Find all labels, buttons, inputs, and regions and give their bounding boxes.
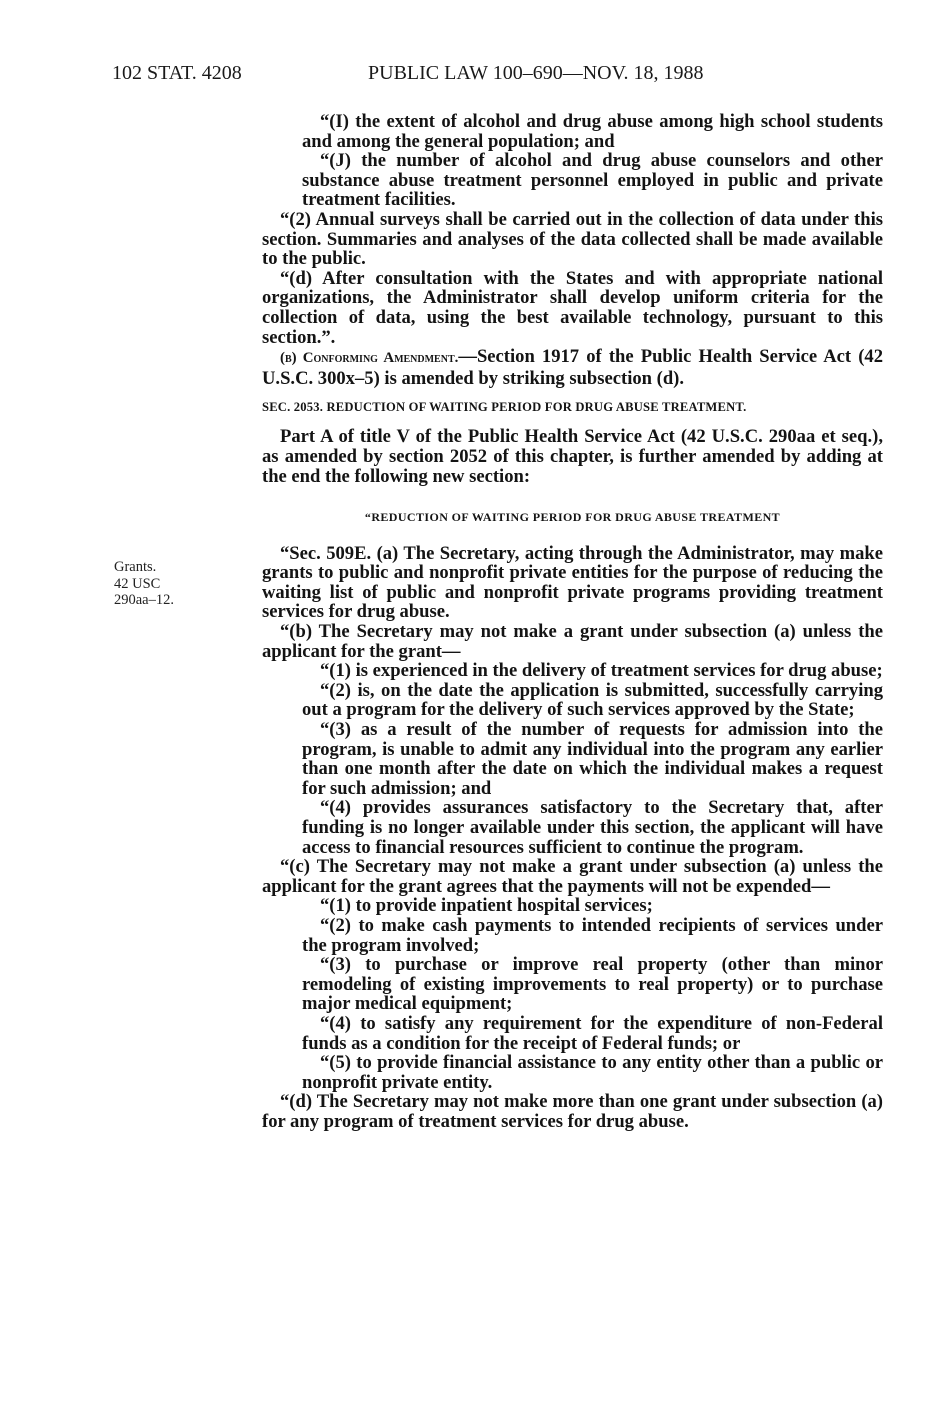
subsection-c-2: “(2) to make cash payments to intended recipients of services under the program involved; <box>302 914 883 956</box>
subsection-b-3: “(3) as a result of the number of requests for admission into the program, is unable to admit any individual into the program any earlier than one month after the date on which the individual makes a request for such admission; and <box>302 719 883 799</box>
conforming-amendment-text: —Section 1917 of the Public Health Service Act (42 U.S.C. 300x–5) is amended by striking subsection (d). <box>262 346 883 389</box>
subsection-b-intro: “(b) The Secretary may not make a grant under subsection (a) unless the applicant for the grant— <box>262 621 883 662</box>
margin-note-grants: Grants. <box>114 559 157 575</box>
section-heading: SEC. 2053. REDUCTION OF WAITING PERIOD FOR DRUG ABUSE TREATMENT. <box>262 400 747 415</box>
new-section-heading: “REDUCTION OF WAITING PERIOD FOR DRUG ABUSE TREATMENT <box>364 510 781 525</box>
paragraph-i: “(I) the extent of alcohol and drug abuse among high school students and among the general population; and <box>302 111 883 152</box>
paragraph-2: “(2) Annual surveys shall be carried out in the collection of data under this section. Summaries and analyses of the data collected shall be made available to the public. <box>262 208 883 270</box>
section-509e-a-text: (a) The Secretary, acting through the Administrator, may make grants to public and nonprofit private entities for the purpose of reducing the waiting list of public and nonprofit private programs providing treatment services for drug abuse. <box>262 542 883 623</box>
subsection-b-2: “(2) is, on the date the application is submitted, successfully carrying out a program for the delivery of such services approved by the State; <box>302 679 883 721</box>
subsection-b-1: “(1) is experienced in the delivery of treatment services for drug abuse; <box>320 660 883 682</box>
public-law-citation: PUBLIC LAW 100–690—NOV. 18, 1988 <box>368 62 704 84</box>
section-509e-label: “Sec. 509E. <box>280 542 372 564</box>
subsection-c-1: “(1) to provide inpatient hospital services; <box>320 895 653 917</box>
stat-page-number: 102 STAT. 4208 <box>112 62 242 84</box>
conforming-amendment-label: (b) Conforming Amendment. <box>280 350 459 367</box>
subsection-c-5: “(5) to provide financial assistance to any entity other than a public or nonprofit private entity. <box>302 1052 883 1093</box>
part-a-amendment: Part A of title V of the Public Health Service Act (42 U.S.C. 290aa et seq.), as amended by section 2052 of this chapter, is further amended by adding at the end the following new section: <box>262 426 883 487</box>
conforming-amendment <box>262 347 883 388</box>
law-text-body <box>262 112 883 1132</box>
subsection-b-4: “(4) provides assurances satisfactory to the Secretary that, after funding is no longer available under this section, the applicant will have access to financial resources sufficient to continue the program. <box>302 797 883 858</box>
section-509e-a <box>262 544 883 622</box>
page-header <box>112 62 882 88</box>
subsection-c-4: “(4) to satisfy any requirement for the expenditure of non-Federal funds as a condition for the receipt of Federal funds; or <box>302 1012 883 1054</box>
paragraph-d: “(d) After consultation with the States and with appropriate national organizations, the Administrator shall develop uniform criteria for the collection of data, using the best available technology, pursuant to this section.”. <box>262 267 883 348</box>
subsection-c-intro: “(c) The Secretary may not make a grant under subsection (a) unless the applicant for the grant agrees that the payments will not be expended— <box>262 856 883 897</box>
subsection-d: “(d) The Secretary may not make more than one grant under subsection (a) for any program of treatment services for drug abuse. <box>262 1091 883 1132</box>
margin-note <box>114 559 174 609</box>
margin-note-usc: 42 USC <box>114 575 161 592</box>
paragraph-j: “(J) the number of alcohol and drug abuse counselors and other substance abuse treatment personnel employed in public and private treatment facilities. <box>302 150 883 211</box>
margin-note-section: 290aa–12. <box>114 592 174 608</box>
subsection-c-3: “(3) to purchase or improve real property (other than minor remodeling of existing improvements to real property) or to purchase major medical equipment; <box>302 954 883 1015</box>
